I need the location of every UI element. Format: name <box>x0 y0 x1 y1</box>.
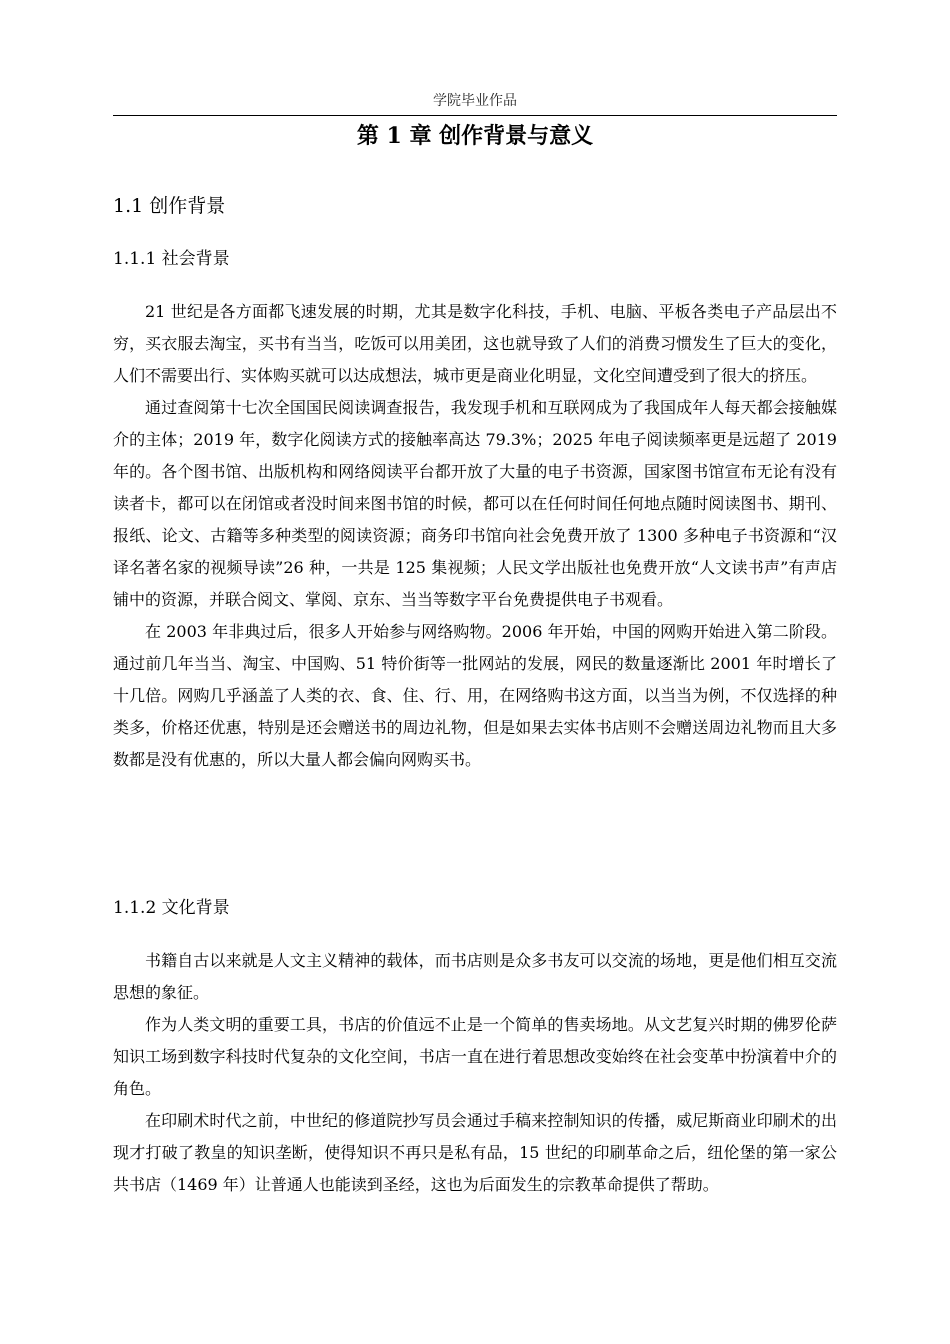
running-header: 学院毕业作品 <box>433 93 517 109</box>
subsection-heading-1-1-1: 1.1.1 社会背景 <box>113 249 230 269</box>
chapter-title: 第 1 章 创作背景与意义 <box>356 123 594 149</box>
social-background-body <box>113 296 837 776</box>
paragraph: 21 世纪是各方面都飞速发展的时期，尤其是数字化科技，手机、电脑、平板各类电子产品层出不穷，买衣服去淘宝，买书有当当，吃饭可以用美团，这也就导致了人们的消费习惯发生了巨大的变化，人们不需要出行、实体购买就可以达成想法，城市更是商业化明显，文化空间遭受到了很大的挤压。 <box>113 302 837 385</box>
cultural-background-body <box>113 945 837 1201</box>
paragraph: 在印刷术时代之前，中世纪的修道院抄写员会通过手稿来控制知识的传播，威尼斯商业印刷术的出现才打破了教皇的知识垄断，使得知识不再只是私有品，15 世纪的印刷革命之后，纽伦堡的第一家公共书店（1469 年）让普通人也能读到圣经，这也为后面发生的宗教革命提供了帮助。 <box>113 1111 837 1194</box>
header-rule <box>113 115 837 116</box>
paragraph: 通过查阅第十七次全国国民阅读调查报告，我发现手机和互联网成为了我国成年人每天都会接触媒介的主体；2019 年，数字化阅读方式的接触率高达 79.3%；2025 年电子阅读频率更是远超了 2019 年的。各个图书馆、出版机构和网络阅读平台都开放了大量的电子书资源，国家图书馆宣布无论有没有读者卡，都可以在闭馆或者没时间来图书馆的时候，都可以在任何时间任何地点随时阅读图书、期刊、报纸、论文、古籍等多种类型的阅读资源；商务印书馆向社会免费开放了 1300 多种电子书资源和“汉译名著名家的视频导读”26 种，一共是 125 集视频；人民文学出版社也免费开放“人文读书声”有声店铺中的资源，并联合阅文、掌阅、京东、当当等数字平台免费提供电子书观看。 <box>113 398 837 609</box>
subsection-heading-1-1-2: 1.1.2 文化背景 <box>113 898 230 918</box>
paragraph: 作为人类文明的重要工具，书店的价值远不止是一个简单的售卖场地。从文艺复兴时期的佛罗伦萨知识工场到数字科技时代复杂的文化空间，书店一直在进行着思想改变始终在社会变革中扮演着中介的角色。 <box>113 1015 837 1098</box>
section-heading-1-1: 1.1 创作背景 <box>113 195 226 217</box>
paragraph: 书籍自古以来就是人文主义精神的载体，而书店则是众多书友可以交流的场地，更是他们相互交流思想的象征。 <box>113 951 837 1002</box>
paragraph: 在 2003 年非典过后，很多人开始参与网络购物。2006 年开始，中国的网购开始进入第二阶段。通过前几年当当、淘宝、中国购、51 特价街等一批网站的发展，网民的数量逐渐比 2001 年时增长了十几倍。网购几乎涵盖了人类的衣、食、住、行、用，在网络购书这方面，以当当为例，不仅选择的种类多，价格还优惠，特别是还会赠送书的周边礼物，但是如果去实体书店则不会赠送周边礼物而且大多数都是没有优惠的，所以大量人都会偏向网购买书。 <box>113 622 837 769</box>
